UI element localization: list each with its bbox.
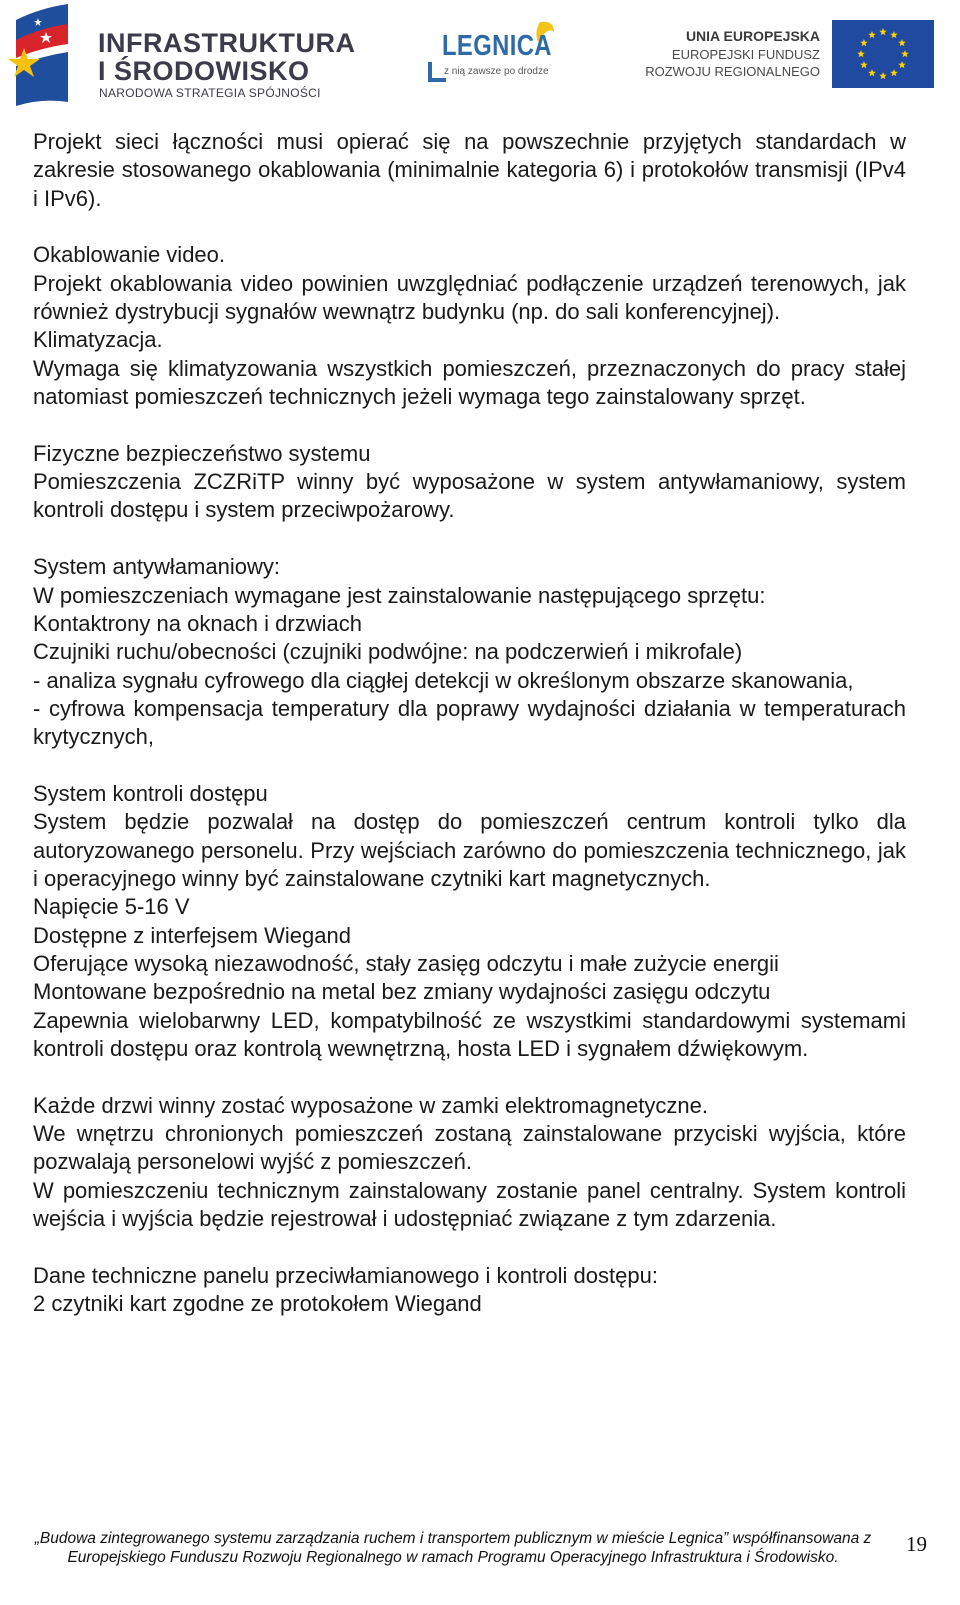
footer-line2: Europejskiego Funduszu Rozwoju Regionalnego w ramach Programu Operacyjnego Infrastruktura i Środowisko. (67, 1548, 839, 1566)
body-paragraph: Montowane bezpośrednio na metal bez zmiany wydajności zasięgu odczytu (33, 979, 771, 1005)
eu-star-icon (879, 28, 887, 35)
eu-star-icon (860, 61, 868, 68)
body-paragraph: 2 czytniki kart zgodne ze protokołem Wiegand (33, 1291, 482, 1317)
body-paragraph: System antywłamaniowy: (33, 554, 280, 580)
eu-logo (645, 20, 938, 90)
body-paragraph: Wymaga się klimatyzowania wszystkich pomieszczeń, przeznaczonych do pracy stałej natomiast pomieszczeń technicznych jeżeli wymaga tego zainstalowany sprzęt. (33, 355, 906, 410)
paragraph-spacer (33, 525, 906, 553)
body-paragraph: Dostępne z interfejsem Wiegand (33, 922, 351, 948)
legnica-logo-name: LEGNICA (442, 30, 552, 62)
paragraph-spacer (33, 411, 906, 439)
body-paragraph: Projekt okablowania video powinien uwzględniać podłączenie urządzeń terenowych, jak również dystrybucji sygnałów wewnątrz budynku (np. do sali konferencyjnej). (33, 270, 906, 325)
paragraph-spacer (33, 1063, 906, 1091)
paragraph-spacer (33, 752, 906, 780)
eu-star-icon (898, 39, 906, 46)
page-footer (0, 1526, 960, 1586)
body-paragraph: Fizyczne bezpieczeństwo systemu (33, 440, 371, 466)
eu-star-icon (879, 72, 887, 79)
body-paragraph: W pomieszczeniu technicznym zainstalowany zostanie panel centralny. System kontroli wejścia i wyjścia będzie rejestrował i udostępniać związane z tym zdarzenia. (33, 1177, 906, 1232)
body-paragraph: Oferujące wysoką niezawodność, stały zasięg odczytu i małe zużycie energii (33, 950, 779, 976)
paragraph-spacer (33, 213, 906, 241)
body-paragraph: Zapewnia wielobarwny LED, kompatybilność ze wszystkimi standardowymi systemami kontroli dostępu oraz kontrolą wewnętrzną, hosta LED i sygnałem dźwiękowym. (33, 1007, 906, 1061)
infrastruktura-srodowisko-logo (6, 2, 356, 106)
eu-logo-line2: EUROPEJSKI FUNDUSZ (671, 47, 820, 62)
page-number: 19 (906, 1532, 927, 1556)
document-body (33, 128, 906, 1318)
body-paragraph: Każde drzwi winny zostać wyposażone w zamki elektromagnetyczne. (33, 1092, 708, 1118)
logo-is-line1: INFRASTRUKTURA (98, 28, 356, 58)
eu-flag-icon (832, 20, 934, 88)
eu-star-icon (890, 31, 898, 38)
body-paragraph: Okablowanie video. (33, 242, 226, 268)
paragraph-spacer (33, 1233, 906, 1261)
footer-line1: „Budowa zintegrowanego systemu zarządzania ruchem i transportem publicznym w mieście Legnica” współfinansowana z (34, 1530, 872, 1547)
body-paragraph: - analiza sygnału cyfrowego dla ciągłej detekcji w określonym obszarze skanowania, (33, 667, 854, 693)
eu-star-icon (901, 50, 909, 57)
body-paragraph: System kontroli dostępu (33, 780, 268, 806)
body-paragraph: We wnętrzu chronionych pomieszczeń zostaną zainstalowane przyciski wyjścia, które pozwalają personelowi wyjść z pomieszczeń. (33, 1121, 906, 1175)
footer-project-note (8, 1530, 898, 1567)
eu-star-icon (868, 69, 876, 76)
eu-star-icon (857, 50, 865, 57)
body-paragraph: Projekt sieci łączności musi opierać się na powszechnie przyjętych standardach w zakresie stosowanego okablowania (minimalnie kategoria 6) i protokołów transmisji (IPv4 i IPv6). (33, 129, 906, 211)
body-paragraph: System będzie pozwalał na dostęp do pomieszczeń centrum kontroli tylko dla autoryzowanego personelu. Przy wejściach zarówno do pomieszczenia technicznego, jak i operacyjnego winny być zainstalowane czytniki kart magnetycznych. (33, 809, 906, 891)
eu-logo-line1: UNIA EUROPEJSKA (685, 28, 820, 44)
page-header (0, 0, 960, 110)
body-paragraph: Klimatyzacja. (33, 327, 163, 353)
logo-is-line3: NARODOWA STRATEGIA SPÓJNOŚCI (99, 86, 321, 100)
body-paragraph: W pomieszczeniach wymagane jest zainstalowanie następującego sprzętu: (33, 582, 766, 608)
body-paragraph: Kontaktrony na oknach i drzwiach (33, 610, 362, 636)
body-paragraph: Czujniki ruchu/obecności (czujniki podwójne: na podczerwień i mikrofale) (33, 639, 743, 665)
logo-is-line2: I ŚRODOWISKO (98, 56, 310, 86)
eu-stars-icon (832, 20, 934, 88)
nss-emblem-icon (6, 2, 96, 106)
body-paragraph: Pomieszczenia ZCZRiTP winny być wyposażone w system antywłamaniowy, system kontroli dostępu i system przeciwpożarowy. (33, 469, 906, 523)
body-paragraph: - cyfrowa kompensacja temperatury dla poprawy wydajności działania w temperaturach krytycznych, (33, 695, 906, 750)
body-paragraph: Napięcie 5-16 V (33, 894, 190, 920)
eu-star-icon (890, 69, 898, 76)
eu-star-icon (898, 61, 906, 68)
eu-star-icon (860, 39, 868, 46)
eu-star-icon (868, 31, 876, 38)
legnica-logo (426, 20, 576, 90)
eu-logo-line3: ROZWOJU REGIONALNEGO (645, 64, 820, 79)
legnica-logo-tagline: z nią zawsze po drodze (444, 66, 549, 77)
body-paragraph: Dane techniczne panelu przeciwłamianowego i kontroli dostępu: (33, 1262, 658, 1288)
